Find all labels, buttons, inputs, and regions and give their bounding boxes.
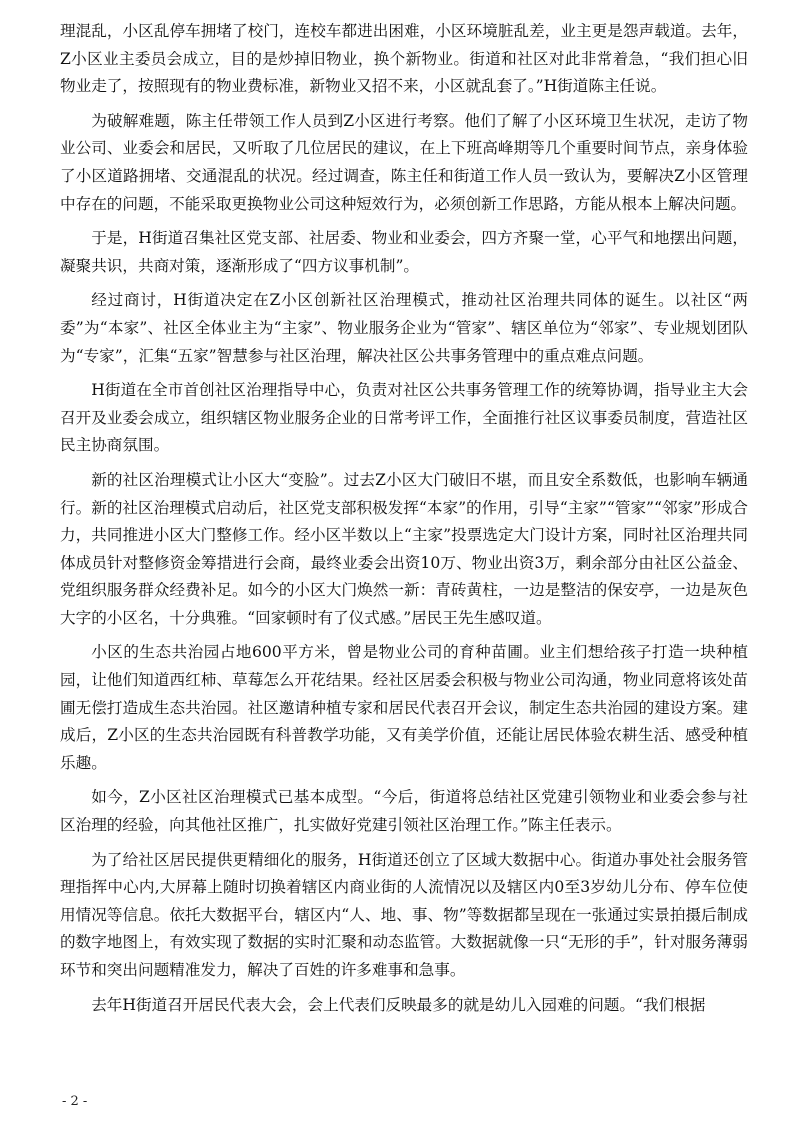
paragraph: 为了给社区居民提供更精细化的服务，H街道还创立了区域大数据中心。街道办事处社会服务管理指挥中心内,大屏幕上随时切换着辖区内商业街的人流情况以及辖区内0至3岁幼儿分布、停车位使用情况等信息。依托大数据平台，辖区内“人、地、事、物”等数据都呈现在一张通过实景拍摄后制成的数字地图上，有效实现了数据的实时汇聚和动态监管。大数据就像一只“无形的手”，针对服务薄弱环节和突出问题精准发力，解决了百姓的许多难事和急事。 — [60, 850, 748, 979]
paragraph: 如今，Z小区社区治理模式已基本成型。“今后，街道将总结社区党建引领物业和业委会参与社区治理的经验，向其他社区推广，扎实做好党建引领社区治理工作。”陈主任表示。 — [60, 788, 748, 835]
paragraph: 经过商讨，H街道决定在Z小区创新社区治理模式，推动社区治理共同体的诞生。以社区“两委”为“本家”、社区全体业主为“主家”、物业服务企业为“管家”、辖区单位为“邻家”、专业规划团队为“专家”，汇集“五家”智慧参与社区治理，解决社区公共事务管理中的重点难点问题。 — [60, 291, 748, 365]
paragraph: 于是，H街道召集社区党支部、社居委、物业和业委会，四方齐聚一堂，心平气和地摆出问题，凝聚共识，共商对策，逐渐形成了“四方议事机制”。 — [60, 229, 748, 275]
paragraph: 新的社区治理模式让小区大“变脸”。过去Z小区大门破旧不堪，而且安全系数低，也影响车辆通行。新的社区治理模式启动后，社区党支部积极发挥“本家”的作用，引导“主家”“管家”“邻家”形成合力，共同推进小区大门整修工作。经小区半数以上“主家”投票选定大门设计方案，同时社区治理共同体成员针对整修资金筹措进行会商，最终业委会出资10万、物业出资3万，剩余部分由社区公益金、党组织服务群众经费补足。如今的小区大门焕然一新：青砖黄柱，一边是整洁的保安亭，一边是灰色大字的小区名，十分典雅。“回家顿时有了仪式感。”居民王先生感叹道。 — [60, 470, 748, 627]
paragraph-continued: 理混乱，小区乱停车拥堵了校门，连校车都进出困难，小区环境脏乱差，业主更是怨声载道。去年，Z小区业主委员会成立，目的是炒掉旧物业，换个新物业。街道和社区对此非常着急，“我们担心旧物业走了，按照现有的物业费标准，新物业又招不来，小区就乱套了。”H街道陈主任说。 — [60, 22, 748, 96]
page-number: - 2 - — [62, 1094, 88, 1109]
document-body — [60, 18, 748, 1026]
paragraph: H街道在全市首创社区治理指导中心，负责对社区公共事务管理工作的统筹协调，指导业主大会召开及业委会成立，组织辖区物业服务企业的日常考评工作，全面推行社区议事委员制度，营造社区民主协商氛围。 — [60, 381, 748, 455]
paragraph: 去年H街道召开居民代表大会，会上代表们反映最多的就是幼儿入园难的问题。“我们根据 — [91, 995, 706, 1014]
paragraph: 小区的生态共治园占地600平方米，曾是物业公司的育种苗圃。业主们想给孩子打造一块种植园，让他们知道西红柿、草莓怎么开花结果。经社区居委会积极与物业公司沟通，物业同意将该处苗圃无偿打造成生态共治园。社区邀请种植专家和居民代表召开会议，制定生态共治园的建设方案。建成后，Z小区的生态共治园既有科普教学功能，又有美学价值，还能让居民体验农耕生活、感受种植乐趣。 — [60, 643, 748, 772]
paragraph: 为破解难题，陈主任带领工作人员到Z小区进行考察。他们了解了小区环境卫生状况，走访了物业公司、业委会和居民，又听取了几位居民的建议，在上下班高峰期等几个重要时间节点，亲身体验了小区道路拥堵、交通混乱的状况。经过调查，陈主任和街道工作人员一致认为，要解决Z小区管理中存在的问题，不能采取更换物业公司这种短效行为，必须创新工作思路，方能从根本上解决问题。 — [60, 111, 748, 213]
